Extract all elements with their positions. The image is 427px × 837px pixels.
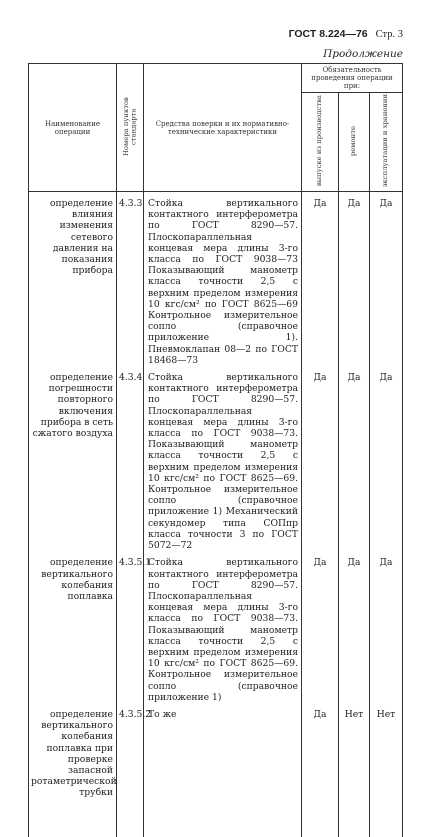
- operation-cell: определение вертикального колебания поплавка при проверке запасной ротаметрической трубки: [29, 703, 117, 799]
- clause-cell: 4.3.5.2: [117, 703, 144, 799]
- table-row: [29, 551, 403, 703]
- release-cell: Да: [302, 192, 339, 367]
- repair-cell: Да: [339, 192, 370, 367]
- means-cell: Стойка вертикального контактного интерферометра по ГОСТ 8290—57. Плоскопараллельная концевая мера длины 3-го класса по ГОСТ 9038—73. Показывающий манометр класса точности 2,5 с верхним пределом измерения 10 кгс/см² по ГОСТ 8625—69. Контрольное измерительное сопло (справочное приложение 1): [144, 551, 302, 703]
- release-cell: Да: [302, 703, 339, 799]
- header-operation: Наименование операции: [29, 64, 117, 192]
- operation-storage-cell: Нет: [370, 703, 403, 799]
- page-header: [289, 28, 403, 40]
- continuation-label: Продолжение: [323, 48, 403, 60]
- means-cell: Стойка вертикального контактного интерферометра по ГОСТ 8290—57. Плоскопараллельная концевая мера длины 3-го класса по ГОСТ 9038—73 Показывающий манометр класса точности 2,5 с верхним пределом измерения 10 кгс/см² по ГОСТ 8625—69 Контрольное измерительное сопло (справочное приложение 1). Пневмоклапан 08—2 по ГОСТ 18468—73: [144, 192, 302, 367]
- header-operation-storage: эксплуатации и хранении: [370, 93, 403, 192]
- table-row: [29, 703, 403, 799]
- standard-number: ГОСТ 8.224—76: [288, 28, 368, 40]
- header-release: выпуске из производства: [302, 93, 339, 192]
- means-cell: Стойка вертикального контактного интерферометра по ГОСТ 8290—57. Плоскопараллельная концевая мера длины 3-го класса по ГОСТ 9038—73. Показывающий манометр класса точности 2,5 с верхним пределом измерения 10 кгс/см² по ГОСТ 8625—69. Контрольное измерительное сопло (справочное приложение 1) Механический секундомер типа СОПпр класса точности 3 по ГОСТ 5072—72: [144, 366, 302, 551]
- operation-storage-cell: Да: [370, 551, 403, 703]
- table-row: [29, 192, 403, 367]
- page-number: Стр. 3: [375, 29, 403, 40]
- repair-cell: Нет: [339, 703, 370, 799]
- header-means: Средства поверки и их нормативно-технические характеристики: [144, 64, 302, 192]
- means-cell: То же: [144, 703, 302, 799]
- clause-cell: 4.3.4: [117, 366, 144, 551]
- release-cell: Да: [302, 366, 339, 551]
- operation-storage-cell: Да: [370, 192, 403, 367]
- table-filler-row: [29, 799, 403, 837]
- header-clause: Номера пунктов стандарта: [117, 64, 144, 192]
- header-obligation: Обязательность проведения операции при:: [302, 64, 403, 93]
- header-repair: ремонте: [339, 93, 370, 192]
- verification-table: [28, 63, 403, 837]
- operation-cell: определение вертикального колебания поплавка: [29, 551, 117, 703]
- operation-cell: определение влияния изменения сетевого давления на показания прибора: [29, 192, 117, 367]
- repair-cell: Да: [339, 366, 370, 551]
- table-row: [29, 366, 403, 551]
- repair-cell: Да: [339, 551, 370, 703]
- release-cell: Да: [302, 551, 339, 703]
- operation-storage-cell: Да: [370, 366, 403, 551]
- operation-cell: определение погрешности повторного включения прибора в сеть сжатого воздуха: [29, 366, 117, 551]
- clause-cell: 4.3.3: [117, 192, 144, 367]
- clause-cell: 4.3.5.1: [117, 551, 144, 703]
